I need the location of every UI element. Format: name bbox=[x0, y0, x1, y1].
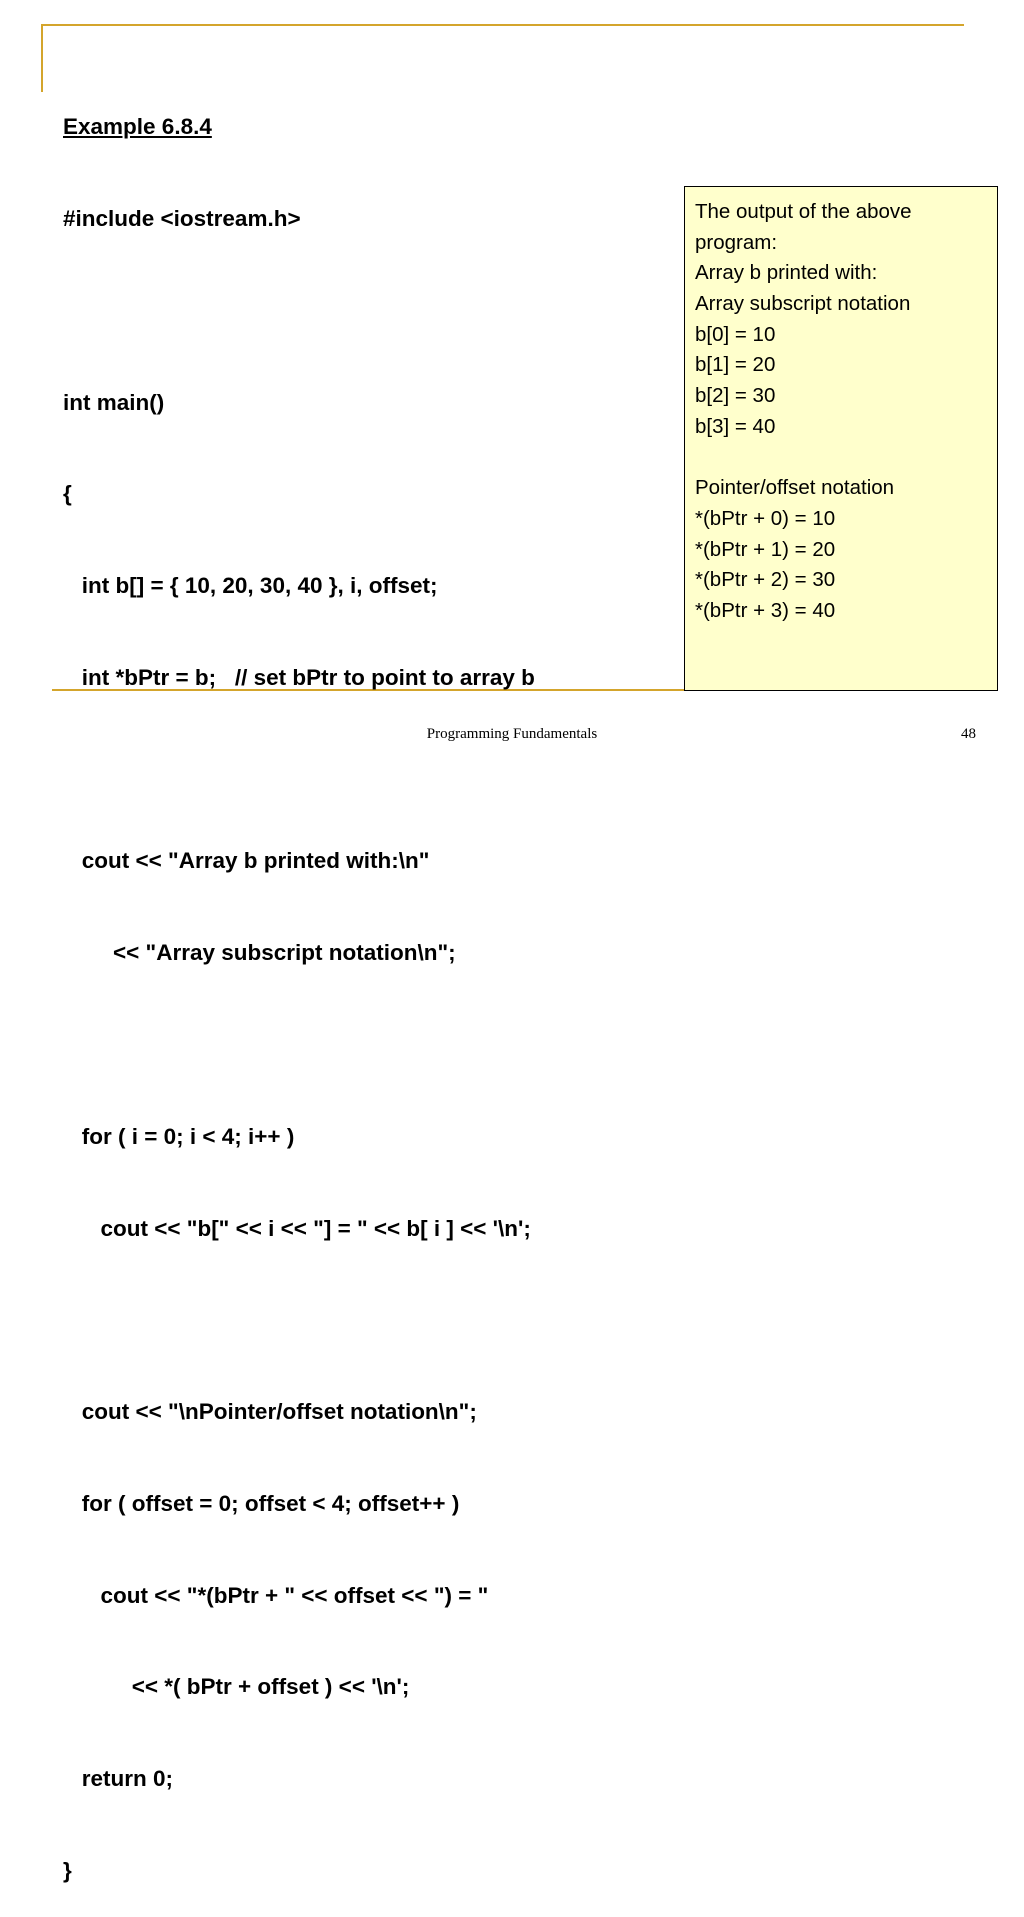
code-line: int main() bbox=[63, 389, 165, 415]
code-line: for ( offset = 0; offset < 4; offset++ ) bbox=[63, 1490, 460, 1516]
code-line: int b[] = { 10, 20, 30, 40 }, i, offset; bbox=[63, 573, 438, 599]
output-line: program: bbox=[695, 230, 778, 254]
output-line: b[3] = 40 bbox=[695, 414, 776, 438]
output-line: Array b printed with: bbox=[695, 261, 878, 285]
slide-title: Example 6.8.4 bbox=[63, 114, 212, 140]
footer-page-number: 48 bbox=[961, 726, 976, 742]
slide-left-border bbox=[41, 24, 43, 92]
code-line bbox=[63, 755, 535, 786]
output-line: Array subscript notation bbox=[695, 292, 911, 316]
code-line: cout << "Array b printed with:\n" bbox=[63, 848, 430, 874]
code-line: for ( i = 0; i < 4; i++ ) bbox=[63, 1123, 295, 1149]
code-line: return 0; bbox=[63, 1766, 174, 1792]
code-line bbox=[63, 296, 535, 327]
output-line: *(bPtr + 1) = 20 bbox=[695, 537, 836, 561]
footer-course-title: Programming Fundamentals bbox=[426, 726, 598, 742]
code-line: cout << "*(bPtr + " << offset << ") = " bbox=[63, 1582, 489, 1608]
code-line: cout << "b[" << i << "] = " << b[ i ] << '\n'; bbox=[63, 1215, 531, 1241]
code-line: << "Array subscript notation\n"; bbox=[63, 940, 456, 966]
output-line: *(bPtr + 3) = 40 bbox=[695, 598, 836, 622]
output-line: b[1] = 20 bbox=[695, 353, 776, 377]
code-listing bbox=[63, 51, 535, 1917]
code-line: } bbox=[63, 1858, 72, 1884]
output-line: *(bPtr + 0) = 10 bbox=[695, 506, 836, 530]
output-line: *(bPtr + 2) = 30 bbox=[695, 568, 836, 592]
code-line: { bbox=[63, 481, 72, 507]
program-output-box bbox=[684, 186, 998, 691]
code-line: << *( bPtr + offset ) << '\n'; bbox=[63, 1674, 410, 1700]
slide-top-border bbox=[41, 24, 964, 26]
output-line: The output of the above bbox=[695, 200, 912, 223]
code-line bbox=[63, 1030, 535, 1061]
output-line: Pointer/offset notation bbox=[695, 476, 895, 500]
code-line: int *bPtr = b; // set bPtr to point to array b bbox=[63, 664, 535, 690]
code-line: #include <iostream.h> bbox=[63, 205, 301, 231]
code-line: cout << "\nPointer/offset notation\n"; bbox=[63, 1399, 477, 1425]
output-line: b[0] = 10 bbox=[695, 322, 776, 346]
output-line: b[2] = 30 bbox=[695, 384, 776, 408]
output-line bbox=[695, 443, 997, 474]
code-line bbox=[63, 1305, 535, 1336]
